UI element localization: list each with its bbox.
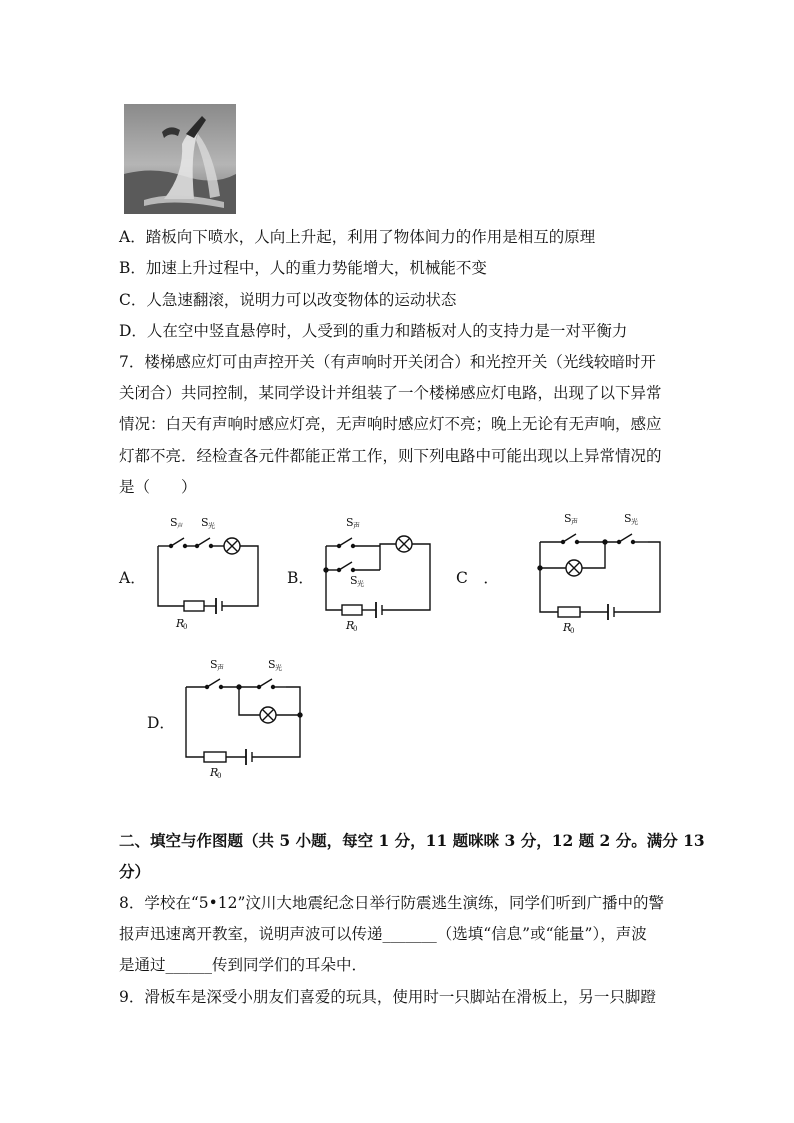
q8-line-3: 是通过______传到同学们的耳朵中．	[119, 956, 368, 974]
c-r0-sub: 0	[570, 627, 575, 635]
d-r0-sub: 0	[217, 772, 222, 780]
section2-heading-line2: 分）	[119, 862, 151, 881]
circuit-c-label: C ．	[456, 569, 499, 587]
b-switch-light-label: S	[350, 574, 358, 587]
d-switch-light-sub: 光	[275, 664, 282, 672]
circuit-d-label: D．	[147, 714, 175, 732]
option-c: C．人急速翻滚，说明力可以改变物体的运动状态	[119, 291, 457, 309]
a-r0-sub: 0	[183, 623, 188, 631]
b-switch-sound-label: S	[346, 516, 354, 529]
q7-line-3: 情况：白天有声响时感应灯亮，无声响时感应灯不亮；晚上无论有无声响，感应	[119, 415, 662, 433]
jetpack-photo	[124, 104, 236, 214]
q8-line-1: 8．学校在“5•12”汶川大地震纪念日举行防震逃生演练，同学们听到广播中的警	[119, 894, 664, 912]
circuit-c	[530, 508, 676, 640]
circuit-d	[176, 655, 310, 785]
circuit-b	[316, 512, 436, 637]
a-r0-label: R	[176, 617, 185, 630]
q7-line-1: 7．楼梯感应灯可由声控开关（有声响时开关闭合）和光控开关（光线较暗时开	[119, 353, 656, 371]
circuit-a	[148, 510, 266, 635]
q7-line-4: 灯都不亮．经检查各元件都能正常工作，则下列电路中可能出现以上异常情况的	[119, 447, 662, 465]
option-b: B．加速上升过程中，人的重力势能增大，机械能不变	[119, 259, 487, 277]
b-switch-light-sub: 光	[357, 580, 364, 588]
section2-heading-line1: 二、填空与作图题（共 5 小题，每空 1 分，11 题咪咪 3 分，12 题 2 分。满分 13	[119, 831, 705, 850]
b-r0-label: R	[346, 619, 355, 632]
d-switch-light-label: S	[268, 658, 276, 671]
a-switch-sound-label: S	[170, 516, 178, 529]
c-r0-label: R	[563, 621, 572, 634]
c-switch-sound-sub: 声	[571, 518, 578, 526]
q9-line-1: 9．滑板车是深受小朋友们喜爱的玩具，使用时一只脚站在滑板上，另一只脚蹬	[119, 988, 656, 1006]
a-switch-light-label: S	[201, 516, 209, 529]
d-switch-sound-sub: 声	[217, 664, 224, 672]
option-d: D．人在空中竖直悬停时，人受到的重力和踏板对人的支持力是一对平衡力	[119, 322, 628, 340]
q7-line-5: 是（ ）	[119, 478, 197, 496]
d-r0-label: R	[210, 766, 219, 779]
circuit-a-label: A．	[119, 569, 146, 587]
c-switch-light-sub: 光	[631, 518, 638, 526]
b-r0-sub: 0	[353, 625, 358, 633]
d-switch-sound-label: S	[210, 658, 218, 671]
b-switch-sound-sub: 声	[353, 522, 360, 530]
a-switch-light-sub: 光	[208, 522, 215, 530]
c-switch-sound-label: S	[564, 512, 572, 525]
circuit-b-label: B．	[287, 569, 314, 587]
a-switch-sound-sub: 声	[177, 523, 184, 530]
q8-line-2: 报声迅速离开教室，说明声波可以传递_______（选填“信息”或“能量”），声波	[119, 925, 647, 943]
c-switch-light-label: S	[624, 512, 632, 525]
option-a: A．踏板向下喷水，人向上升起，利用了物体间力的作用是相互的原理	[119, 228, 596, 246]
q7-line-2: 关闭合）共同控制，某同学设计并组装了一个楼梯感应灯电路，出现了以下异常	[119, 384, 662, 402]
